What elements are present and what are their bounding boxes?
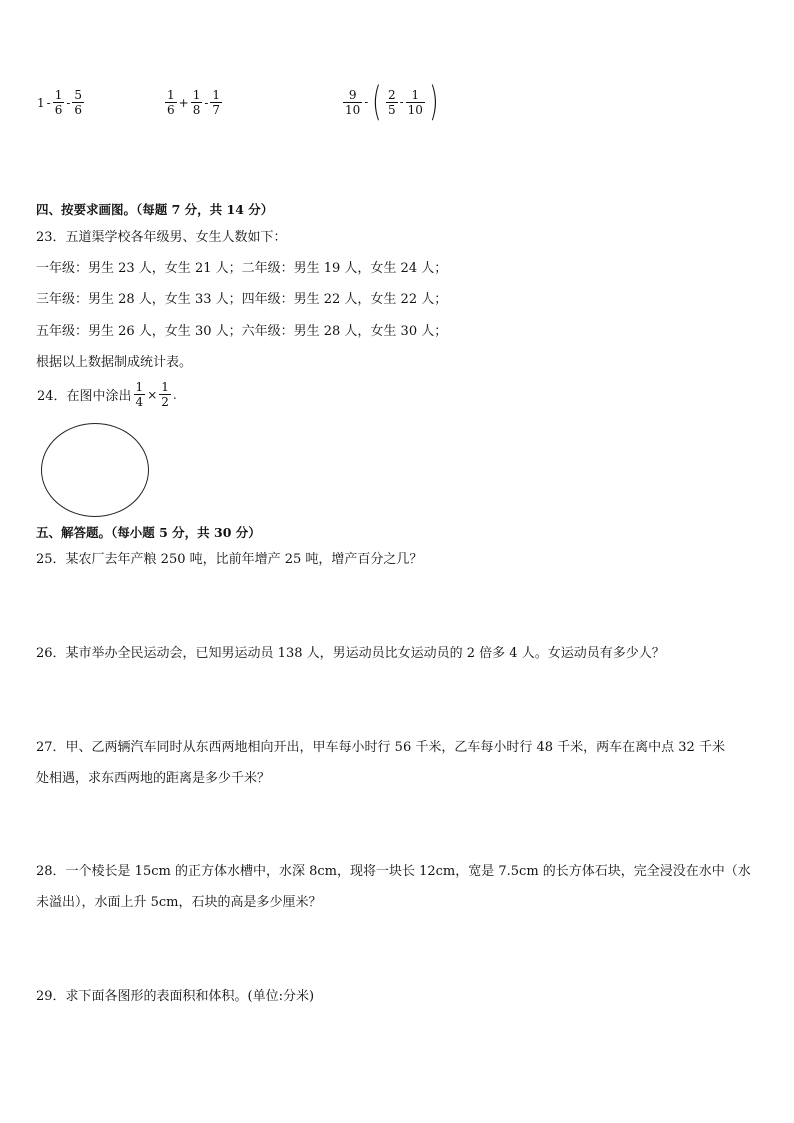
question-23-line-3: 五年级：男生 26 人，女生 30 人；六年级：男生 28 人，女生 30 人； [36,324,448,339]
question-23-line-4: 根据以上数据制成统计表。 [36,355,193,370]
question-25: 25．某农厂去年产粮 250 吨，比前年增产 25 吨，增产百分之几？ [36,552,423,567]
question-28-line-2: 未溢出），水面上升 5cm，石块的高是多少厘米？ [36,895,322,910]
minus-sign: - [399,95,404,109]
question-24 [36,380,178,409]
question-24-prefix: 24．在图中涂出 [37,389,132,404]
question-27-line-2: 处相遇，求东西两地的距离是多少千米？ [36,771,271,786]
right-paren: ) [429,79,439,125]
fraction: $\frac{1}{4}$ [135,380,144,409]
fraction: $\frac{9}{10}$ [345,87,361,117]
period: . [172,387,177,402]
fraction: $\frac{5}{6}$ [74,88,83,117]
section-4-heading: 四、按要求画图。（每题 7 分，共 14 分） [36,202,274,217]
expression-1 [36,88,85,117]
question-23-line-2: 三年级：男生 28 人，女生 33 人；四年级：男生 22 人，女生 22 人； [36,292,448,307]
left-paren: ( [372,79,382,125]
expression-2 [164,88,223,117]
fraction: $\frac{1}{6}$ [54,88,63,117]
minus-sign: - [66,95,71,110]
question-29: 29．求下面各图形的表面积和体积。(单位:分米) [36,989,315,1004]
plus-sign: + [178,95,189,110]
question-27-line-1: 27．甲、乙两辆汽车同时从东西两地相向开出，甲车每小时行 56 千米，乙车每小时行 48 千米，两车在离中点 32 千米 [36,740,725,755]
minus-sign: - [46,95,51,110]
fraction: $\frac{1}{8}$ [192,88,201,117]
times-sign: × [147,387,158,402]
fraction: $\frac{1}{7}$ [212,88,221,117]
fraction: $\frac{1}{2}$ [161,380,169,409]
circle-drawing-area [41,423,149,517]
question-26: 26．某市举办全民运动会，已知男运动员 138 人，男运动员比女运动员的 2 倍多 4 人。女运动员有多少人？ [36,646,665,661]
expr-number: 1 [37,95,45,110]
minus-sign: - [364,95,369,109]
fraction: $\frac{1}{6}$ [167,88,175,117]
fraction: $\frac{1}{10}$ [407,87,423,117]
question-23-title: 23．五道渠学校各年级男、女生人数如下： [36,230,287,245]
expression-3 [342,79,442,125]
section-5-heading: 五、解答题。（每小题 5 分，共 30 分） [36,525,261,540]
question-23-line-1: 一年级：男生 23 人，女生 21 人；二年级：男生 19 人，女生 24 人； [36,261,448,276]
fraction: $\frac{2}{5}$ [387,87,396,117]
question-28-line-1: 28．一个棱长是 15cm 的正方体水槽中，水深 8cm，现将一块长 12cm，宽是 7.5cm 的长方体石块，完全浸没在水中（水 [36,864,751,879]
minus-sign: - [204,95,209,110]
